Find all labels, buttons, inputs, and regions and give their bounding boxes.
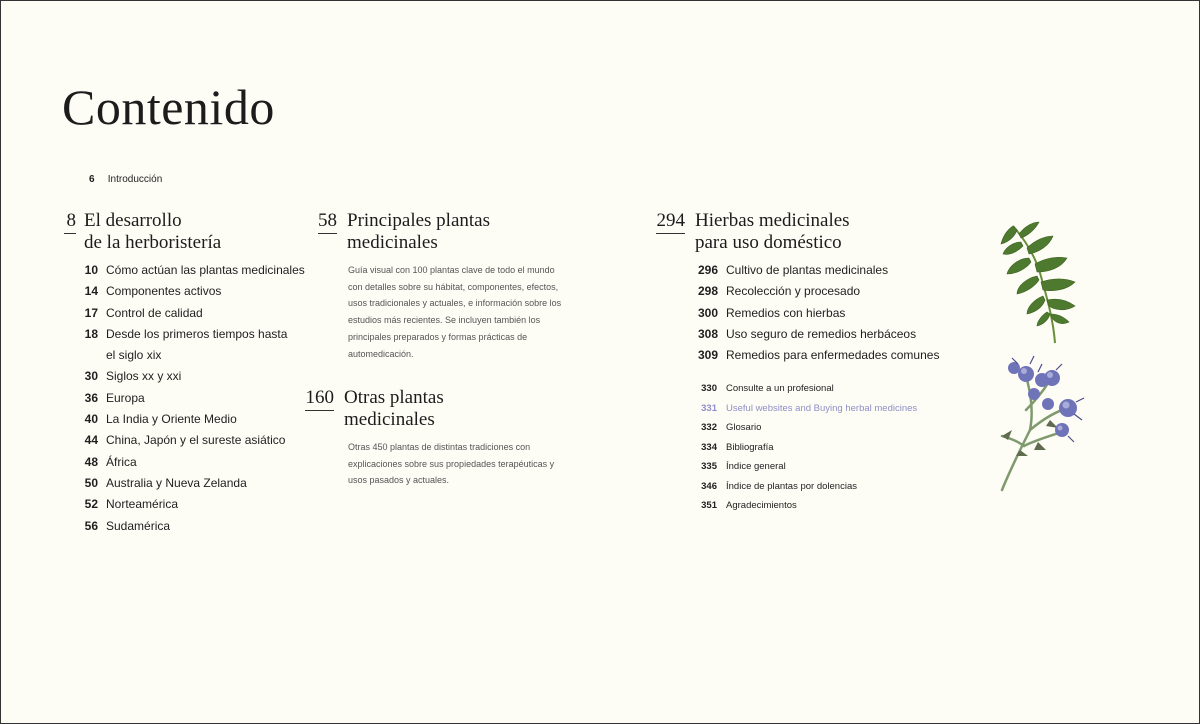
item-page-number: 351 xyxy=(701,500,717,511)
section-page-number: 294 xyxy=(656,210,685,231)
section-page-number: 58 xyxy=(318,210,337,231)
section-title: El desarrollo de la herboristería xyxy=(84,210,222,253)
item-label: el siglo xix xyxy=(106,348,162,363)
item-label: Australia y Nueva Zelanda xyxy=(106,475,247,490)
item-page-number: 346 xyxy=(701,480,717,492)
section-title: Otras plantas medicinales xyxy=(344,387,444,430)
section-page-number: 160 xyxy=(305,387,334,408)
item-label: Agradecimientos xyxy=(726,500,797,511)
intro-page-number: 6 xyxy=(89,174,95,185)
item-label: Europa xyxy=(106,390,145,405)
list-item[interactable] xyxy=(697,345,940,366)
item-label: Control de calidad xyxy=(106,305,203,320)
item-label: Sudamérica xyxy=(106,518,171,533)
list-item[interactable] xyxy=(84,303,305,324)
intro-label: Introducción xyxy=(107,174,163,185)
list-item[interactable] xyxy=(701,438,917,458)
list-item[interactable] xyxy=(84,388,305,409)
item-label: Cómo actúan las plantas medicinales xyxy=(106,263,305,277)
item-page-number: 331 xyxy=(701,402,717,414)
section-heading-otras[interactable] xyxy=(305,387,444,431)
item-page-number: 50 xyxy=(84,475,98,490)
item-page-number: 56 xyxy=(84,518,98,533)
item-label: Índice de plantas por dolencias xyxy=(726,480,857,492)
item-page-number: 30 xyxy=(84,369,98,384)
item-page-number: 40 xyxy=(84,412,98,427)
item-label: Cultivo de plantas medicinales xyxy=(726,263,889,277)
list-item[interactable] xyxy=(84,409,305,430)
list-item[interactable] xyxy=(701,477,917,497)
item-label: Desde los primeros tiempos hasta xyxy=(106,326,288,341)
item-label: Uso seguro de remedios herbáceos xyxy=(726,326,917,341)
item-label: Norteamérica xyxy=(106,497,179,512)
section-title: Principales plantas medicinales xyxy=(347,210,490,253)
page-title: Contenido xyxy=(62,79,275,135)
item-page-number: 44 xyxy=(84,433,98,448)
item-page-number: 309 xyxy=(697,348,718,363)
item-page-number: 18 xyxy=(84,326,98,341)
back-matter-list xyxy=(701,379,918,516)
item-page-number: 298 xyxy=(697,284,718,299)
list-item[interactable] xyxy=(701,418,917,438)
list-item[interactable] xyxy=(84,366,305,387)
item-page-number: 14 xyxy=(84,284,98,299)
item-page-number: 10 xyxy=(84,263,98,277)
item-label: Bibliografía xyxy=(726,441,774,453)
item-label: Siglos xx y xxi xyxy=(106,369,182,384)
item-page-number: 335 xyxy=(701,461,717,472)
item-page-number: 308 xyxy=(697,326,718,341)
item-page-number: 300 xyxy=(697,305,718,320)
list-item[interactable] xyxy=(697,260,939,281)
leaf-illustration xyxy=(995,218,1090,348)
list-item[interactable] xyxy=(84,516,305,537)
list-item[interactable] xyxy=(84,494,305,515)
item-page-number: 36 xyxy=(84,390,98,405)
section-description-otras: Otras 450 plantas de distintas tradiciones con explicaciones sobre sus propiedades terapéuticas y usos pasados y actuales. xyxy=(348,442,555,486)
item-page-number: 332 xyxy=(701,422,717,433)
item-page-number: 48 xyxy=(84,454,98,469)
item-label: Glosario xyxy=(726,422,762,433)
intro-entry[interactable] xyxy=(89,174,162,185)
item-page-number: 330 xyxy=(701,383,717,394)
list-item[interactable] xyxy=(84,473,305,494)
list-item[interactable] xyxy=(84,430,305,451)
list-item[interactable] xyxy=(701,379,917,399)
section-description-principales: Guía visual con 100 plantas clave de todo el mundo con detalles sobre su hábitat, componentes, efectos, usos tradicionales y actuales, e información sobre los estudios más recientes. Se incluyen también los principales preparados y formas prácticas de automedicación. xyxy=(348,265,562,359)
item-page-number: 334 xyxy=(701,441,717,453)
item-label: La India y Oriente Medio xyxy=(106,412,237,427)
item-label: Remedios para enfermedades comunes xyxy=(726,348,940,363)
list-item[interactable] xyxy=(84,452,305,473)
list-item[interactable] xyxy=(701,496,917,516)
list-item[interactable] xyxy=(697,324,939,345)
section-title: Hierbas medicinales para uso doméstico xyxy=(695,210,850,253)
item-label: China, Japón y el sureste asiático xyxy=(106,433,286,448)
item-label: África xyxy=(106,454,137,469)
item-label: Recolección y procesado xyxy=(726,284,861,299)
list-item-continuation[interactable] xyxy=(106,345,305,366)
item-label: Índice general xyxy=(726,461,786,472)
item-page-number: 52 xyxy=(84,497,98,512)
list-item-highlighted[interactable] xyxy=(701,399,918,419)
section-list-desarrollo xyxy=(84,260,305,537)
section-heading-hierbas[interactable] xyxy=(656,210,850,254)
item-label: Useful websites and Buying herbal medicines xyxy=(726,402,918,414)
list-item[interactable] xyxy=(697,281,939,302)
section-heading-desarrollo[interactable] xyxy=(64,210,221,254)
list-item[interactable] xyxy=(84,324,305,345)
item-label: Componentes activos xyxy=(106,284,222,299)
item-page-number: 17 xyxy=(84,305,98,320)
item-label: Remedios con hierbas xyxy=(726,305,846,320)
item-label: Consulte a un profesional xyxy=(726,383,834,394)
section-page-number: 8 xyxy=(64,210,76,232)
list-item[interactable] xyxy=(84,260,305,281)
list-item[interactable] xyxy=(84,281,305,302)
section-list-hierbas xyxy=(697,260,940,366)
list-item[interactable] xyxy=(697,303,939,324)
item-page-number: 296 xyxy=(697,263,718,277)
list-item[interactable] xyxy=(701,457,917,477)
thistle-flower-illustration xyxy=(990,350,1100,495)
section-heading-principales[interactable] xyxy=(318,210,490,254)
